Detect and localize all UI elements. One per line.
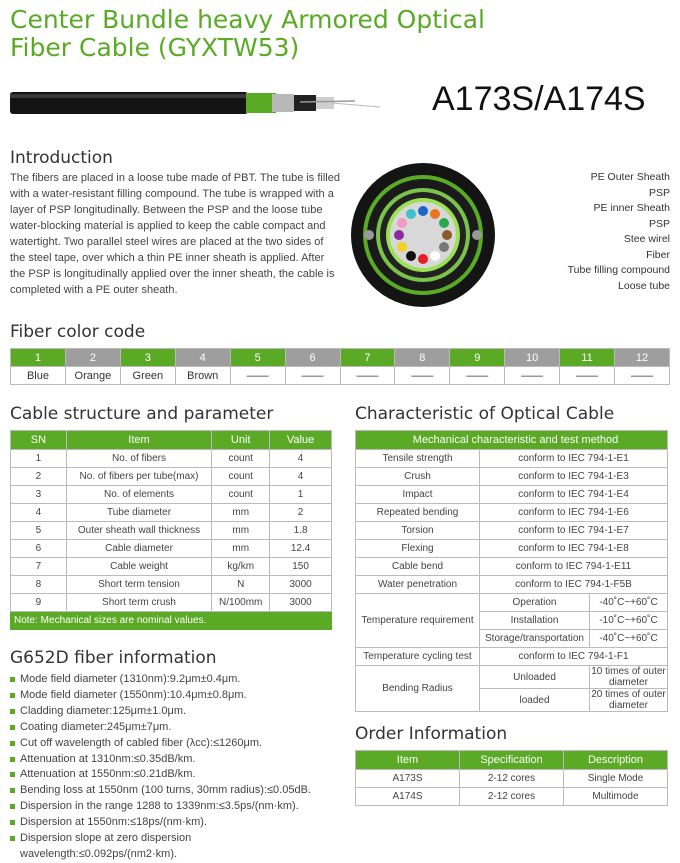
color-num: 8 <box>395 349 450 367</box>
label-fiber: Fiber <box>646 248 670 261</box>
structure-row <box>11 594 332 612</box>
characteristic-row <box>356 576 668 594</box>
color-num: 10 <box>505 349 560 367</box>
row-item: Outer sheath wall thickness <box>66 522 211 540</box>
row-item: Tube diameter <box>66 504 211 522</box>
cross-section-diagram <box>333 160 518 310</box>
row-unit: mm <box>212 540 270 558</box>
g652d-list <box>10 672 340 863</box>
bending-unloaded: Unloaded <box>480 666 590 689</box>
row-item: Cable weight <box>66 558 211 576</box>
order-spec: 2-12 cores <box>460 788 564 806</box>
row-item: No. of fibers <box>66 450 211 468</box>
title-line-2: Fiber Cable (GYXTW53) <box>10 33 300 62</box>
order-item: A173S <box>356 770 460 788</box>
g652d-heading: G652D fiber information <box>10 648 217 668</box>
label-pe-outer-sheath: PE Outer Sheath <box>590 171 670 183</box>
fiber-spec-item: Dispersion slope at zero dispersion wavelength:≤0.092ps/(nm2·km). <box>10 831 340 863</box>
row-unit: N <box>212 576 270 594</box>
structure-note: Note: Mechanical sizes are nominal values. <box>10 612 332 630</box>
bending-loaded: loaded <box>480 689 590 712</box>
structure-row <box>11 540 332 558</box>
label-psp-2: PSP <box>648 217 670 230</box>
color-name: —— <box>505 367 560 385</box>
order-col-spec: Specification <box>460 751 564 770</box>
characteristic-method: conform to IEC 794-1-E11 <box>480 558 668 576</box>
color-num: 11 <box>560 349 615 367</box>
order-col-item: Item <box>356 751 460 770</box>
color-num: 3 <box>120 349 175 367</box>
bending-row <box>356 666 668 689</box>
characteristic-row <box>356 468 668 486</box>
order-item: A174S <box>356 788 460 806</box>
row-unit: mm <box>212 504 270 522</box>
structure-row <box>11 576 332 594</box>
row-value: 150 <box>270 558 332 576</box>
col-unit: Unit <box>212 431 270 450</box>
cable-image <box>10 74 380 134</box>
fiber-spec-item: Mode field diameter (1550nm):10.4μm±0.8μm. <box>10 688 340 704</box>
characteristic-row <box>356 540 668 558</box>
temp-cycle-value: conform to IEC 794-1-F1 <box>480 648 668 666</box>
structure-row <box>11 486 332 504</box>
structure-row <box>11 468 332 486</box>
label-psp-1: PSP <box>648 186 670 199</box>
characteristic-rows <box>356 450 668 594</box>
temp-storage: Storage/transportation <box>480 630 590 648</box>
color-name: —— <box>230 367 285 385</box>
row-sn: 7 <box>11 558 67 576</box>
cross-section-labels <box>520 170 670 294</box>
row-sn: 8 <box>11 576 67 594</box>
row-value: 3000 <box>270 594 332 612</box>
col-sn: SN <box>11 431 67 450</box>
characteristic-table-header: Mechanical characteristic and test method <box>356 431 668 450</box>
structure-row <box>11 504 332 522</box>
label-pe-inner-sheath: PE inner Sheath <box>593 202 670 214</box>
row-unit: count <box>212 450 270 468</box>
col-value: Value <box>270 431 332 450</box>
label-tube-filling: Tube filling compound <box>567 264 670 276</box>
characteristic-item: Cable bend <box>356 558 480 576</box>
characteristic-method: conform to IEC 794-1-E7 <box>480 522 668 540</box>
structure-row <box>11 522 332 540</box>
fiber-spec-item: Attenuation at 1310nm:≤0.35dB/km. <box>10 752 340 768</box>
color-num: 1 <box>11 349 66 367</box>
characteristic-row <box>356 450 668 468</box>
fiber-spec-item: Dispersion in the range 1288 to 1339nm:≤3.5ps/(nm·km). <box>10 799 340 815</box>
characteristic-row <box>356 522 668 540</box>
characteristic-item: Water penetration <box>356 576 480 594</box>
temp-operation-value: -40˚C~+60˚C <box>590 594 668 612</box>
page-title <box>10 6 485 62</box>
characteristic-heading: Characteristic of Optical Cable <box>355 404 615 424</box>
order-spec: 2-12 cores <box>460 770 564 788</box>
row-value: 4 <box>270 450 332 468</box>
color-num: 7 <box>340 349 395 367</box>
structure-row <box>11 558 332 576</box>
row-value: 2 <box>270 504 332 522</box>
color-number-row <box>11 349 670 367</box>
color-name: Green <box>120 367 175 385</box>
temp-storage-value: -40˚C~+60˚C <box>590 630 668 648</box>
characteristic-method: conform to IEC 794-1-E6 <box>480 504 668 522</box>
color-name: —— <box>395 367 450 385</box>
row-sn: 1 <box>11 450 67 468</box>
color-name: —— <box>340 367 395 385</box>
color-name: Brown <box>175 367 230 385</box>
order-desc: Multimode <box>564 788 668 806</box>
structure-header-row <box>11 431 332 450</box>
model-number: A173S/A174S <box>432 80 646 118</box>
characteristic-row <box>356 558 668 576</box>
fiber-spec-item: Attenuation at 1550nm:≤0.21dB/km. <box>10 767 340 783</box>
temp-row <box>356 594 668 612</box>
characteristic-item: Flexing <box>356 540 480 558</box>
row-sn: 9 <box>11 594 67 612</box>
row-sn: 4 <box>11 504 67 522</box>
characteristic-method: conform to IEC 794-1-E4 <box>480 486 668 504</box>
intro-heading: Introduction <box>10 148 113 168</box>
color-num: 9 <box>450 349 505 367</box>
row-value: 1.8 <box>270 522 332 540</box>
row-sn: 3 <box>11 486 67 504</box>
label-steel-wire: Stee wirel <box>623 233 670 245</box>
temp-installation: Installation <box>480 612 590 630</box>
characteristic-item: Repeated bending <box>356 504 480 522</box>
order-row <box>356 770 668 788</box>
col-item: Item <box>66 431 211 450</box>
row-value: 12.4 <box>270 540 332 558</box>
order-heading: Order Information <box>355 724 508 744</box>
color-name: Orange <box>65 367 120 385</box>
color-num: 4 <box>175 349 230 367</box>
fiber-spec-item: Cladding diameter:125μm±1.0μm. <box>10 704 340 720</box>
characteristic-row <box>356 504 668 522</box>
row-unit: N/100mm <box>212 594 270 612</box>
row-value: 4 <box>270 468 332 486</box>
color-num: 5 <box>230 349 285 367</box>
fiber-spec-item: Bending loss at 1550nm (100 turns, 30mm radius):≤0.05dB. <box>10 783 340 799</box>
characteristic-row <box>356 486 668 504</box>
color-name: Blue <box>11 367 66 385</box>
order-row <box>356 788 668 806</box>
row-unit: mm <box>212 522 270 540</box>
title-line-1: Center Bundle heavy Armored Optical <box>10 5 485 34</box>
row-item: Cable diameter <box>66 540 211 558</box>
color-code-heading: Fiber color code <box>10 322 146 342</box>
color-num: 6 <box>285 349 340 367</box>
row-unit: count <box>212 486 270 504</box>
temp-requirement-label: Temperature requirement <box>356 594 480 648</box>
temp-cycle-row <box>356 648 668 666</box>
structure-heading: Cable structure and parameter <box>10 404 274 424</box>
temp-cycle-label: Temperature cycling test <box>356 648 480 666</box>
characteristic-item: Torsion <box>356 522 480 540</box>
characteristic-method: conform to IEC 794-1-E8 <box>480 540 668 558</box>
characteristic-method: conform to IEC 794-1-F5B <box>480 576 668 594</box>
structure-table <box>10 430 332 612</box>
fiber-spec-item: Coating diameter:245μm±7μm. <box>10 720 340 736</box>
color-num: 2 <box>65 349 120 367</box>
row-item: No. of elements <box>66 486 211 504</box>
color-num: 12 <box>615 349 670 367</box>
color-name: —— <box>285 367 340 385</box>
row-sn: 6 <box>11 540 67 558</box>
fiber-spec-item: Dispersion at 1550nm:≤18ps/(nm·km). <box>10 815 340 831</box>
temp-operation: Operation <box>480 594 590 612</box>
row-sn: 5 <box>11 522 67 540</box>
row-item: Short term crush <box>66 594 211 612</box>
bending-unloaded-value: 10 times of outer diameter <box>591 666 666 688</box>
order-table <box>355 750 668 806</box>
row-value: 3000 <box>270 576 332 594</box>
characteristic-method: conform to IEC 794-1-E3 <box>480 468 668 486</box>
color-name: —— <box>450 367 505 385</box>
row-value: 1 <box>270 486 332 504</box>
color-name: —— <box>560 367 615 385</box>
bending-label: Bending Radius <box>356 666 480 712</box>
characteristic-item: Impact <box>356 486 480 504</box>
color-name-row <box>11 367 670 385</box>
color-name: —— <box>615 367 670 385</box>
intro-text: The fibers are placed in a loose tube made of PBT. The tube is filled with a water-resistant filling compound. The tube is wrapped with a layer of PSP longitudinally. Between the PSP and the loose tube water-blocking material is applied to keep the cable compact and watertight. Two parallel steel wires are placed at the two sides of the steel tape, over which a thin PE inner sheath is applied. After the PSP is longitudinally applied over the inner sheath, the cable is completed with a PE outer sheath. <box>10 172 340 296</box>
row-item: No. of fibers per tube(max) <box>66 468 211 486</box>
fiber-spec-item: Cut off wavelength of cabled fiber (λcc):≤1260μm. <box>10 736 340 752</box>
row-unit: count <box>212 468 270 486</box>
characteristic-item: Tensile strength <box>356 450 480 468</box>
row-unit: kg/km <box>212 558 270 576</box>
characteristic-item: Crush <box>356 468 480 486</box>
label-loose-tube: Loose tube <box>618 279 670 292</box>
order-desc: Single Mode <box>564 770 668 788</box>
characteristic-method: conform to IEC 794-1-E1 <box>480 450 668 468</box>
fiber-spec-item: Mode field diameter (1310nm):9.2μm±0.4μm. <box>10 672 340 688</box>
temp-installation-value: -10˚C~+60˚C <box>590 612 668 630</box>
bending-loaded-value: 20 times of outer diameter <box>591 689 666 711</box>
row-sn: 2 <box>11 468 67 486</box>
row-item: Short term tension <box>66 576 211 594</box>
structure-row <box>11 450 332 468</box>
fiber-color-table <box>10 348 670 385</box>
order-col-desc: Description <box>564 751 668 770</box>
characteristic-table <box>355 430 668 712</box>
